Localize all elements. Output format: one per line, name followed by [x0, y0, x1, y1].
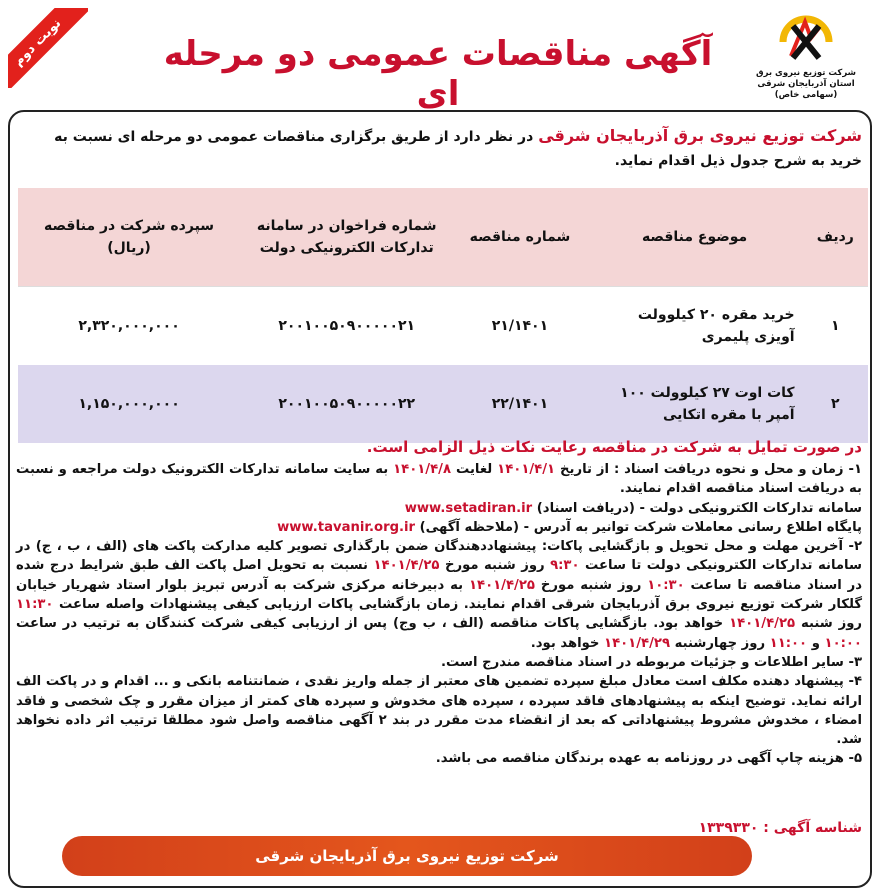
corner-badge: نوبت دوم — [8, 8, 88, 88]
date-value: ۱۴۰۱/۴/۲۹ — [604, 635, 670, 651]
text: ۲- آخرین مهلت و محل تحویل و بازگشایی پاکات: پیشنهاددهندگان ضمن بارگذاری تصویر کلیه مدارکت پاکت های (الف ، ب ، ج) در سامانه تدارکات الکترونیکی دولت تا ساعت — [16, 539, 862, 574]
table-header-row — [18, 188, 868, 287]
logo-company-name: شرکت توزیع نیروی برق استان آذربایجان شرقی — [756, 68, 856, 89]
setad-label: سامانه تدارکات الکترونیکی دولت - (دریافت اسناد) — [536, 500, 862, 516]
time-value: ۱۱:۰۰ — [769, 635, 808, 651]
logo-company-type: (سهامی خاص) — [774, 90, 838, 100]
condition-item-3: ۳- سایر اطلاعات و جزئیات مربوطه در اسناد مناقصه مندرج است. — [441, 654, 862, 670]
cell-call-number: ۲۰۰۱۰۰۵۰۹۰۰۰۰۰۲۱ — [240, 287, 453, 366]
conditions-body — [16, 460, 862, 769]
date-value: ۱۴۰۱/۴/۲۵ — [468, 577, 535, 593]
time-value: ۹:۳۰ — [550, 558, 580, 574]
text: روز شنبه — [795, 616, 862, 632]
ad-id — [699, 820, 862, 836]
date-value: ۱۴۰۱/۴/۲۵ — [373, 558, 440, 574]
header-deposit: سپرده شرکت در مناقصه (ریال) — [18, 188, 240, 287]
cell-deposit: ۱,۱۵۰,۰۰۰,۰۰۰ — [18, 365, 240, 443]
text: به سایت سامانه تدارکات الکترونیک دولت مراجعه و نسبت به دریافت اسناد مناقصه اقدام نمایند. — [16, 462, 862, 497]
conditions-title: در صورت تمایل به شرکت در مناقصه رعایت نکات ذیل الزامی است. — [366, 438, 862, 456]
cell-subject: کات اوت ۲۷ کیلوولت ۱۰۰ آمپر با مقره اتکایی — [587, 365, 803, 443]
text: روز شنبه مورخ — [534, 577, 648, 593]
tavanir-link[interactable]: www.tavanir.org.ir — [277, 519, 416, 535]
text: و — [807, 635, 825, 651]
time-value: ۱۰:۳۰ — [647, 577, 685, 593]
setad-link[interactable]: www.setadiran.ir — [404, 500, 533, 516]
cell-subject: خرید مقره ۲۰ کیلوولت آویزی پلیمری — [587, 287, 803, 366]
cell-tender-number: ۲۱/۱۴۰۱ — [453, 287, 586, 366]
tavanir-label: پایگاه اطلاع رسانی معاملات شرکت توانیر به آدرس - (ملاحظه آگهی) — [419, 519, 862, 535]
date-value: ۱۴۰۱/۴/۸ — [393, 462, 452, 477]
date-value: ۱۴۰۱/۴/۱ — [497, 462, 556, 477]
text: ۱- زمان و محل و نحوه دریافت اسناد : از تاریخ — [555, 462, 862, 477]
date-value: ۱۴۰۱/۴/۲۵ — [729, 616, 796, 632]
header-call-number: شماره فراخوان در سامانه تدارکات الکترونیکی دولت — [240, 188, 453, 287]
tavanir-line — [16, 518, 862, 537]
text: نسبت به تحویل اصل پاکت الف طبق شرایط درج شده در اسناد مناقصه تا ساعت — [16, 558, 862, 593]
page-title: آگهی مناقصات عمومی دو مرحله ای — [163, 34, 713, 114]
text: روز شنبه مورخ — [439, 558, 551, 574]
corner-badge-area — [8, 8, 88, 88]
header-row-number: ردیف — [803, 188, 868, 287]
header-tender-number: شماره مناقصه — [453, 188, 586, 287]
condition-item-5: ۵- هزینه چاپ آگهی در روزنامه به عهده برندگان مناقصه می باشد. — [435, 751, 862, 767]
table-row — [18, 287, 868, 366]
text: خواهد بود. — [530, 635, 605, 651]
cell-tender-number: ۲۲/۱۴۰۱ — [453, 365, 586, 443]
ad-id-label: شناسه آگهی : — [758, 820, 862, 836]
company-logo — [746, 12, 866, 101]
ad-id-value: ۱۳۳۹۳۳۰ — [698, 820, 759, 836]
text: لغایت — [451, 462, 498, 477]
condition-item-4: ۴- پیشنهاد دهنده مکلف است معادل مبلغ سپرده تضمین های معتبر از جمله واریز نقدی ، ضمانتنامه بانکی و ... اقدام و در پاکت الف ارائه نماید. توضیح اینکه به پیشنهادهای فاقد سپرده ، سپرده های مخدوش و سپرده های کمتر از میزان مقرر و چک شخصی و فاقد امضاء ، مخدوش مشروط پیشنهاداتی که بعد از انقضاء مدت مقرر در بند ۲ آگهی مناقصه واصل شود مطلقا ترتیب اثر داده نخواهد شد. — [16, 674, 862, 748]
header-subject: موضوع مناقصه — [587, 188, 803, 287]
cell-row-number: ۲ — [803, 365, 868, 443]
intro-paragraph — [22, 124, 862, 173]
time-value: ۱۱:۳۰ — [16, 597, 54, 613]
footer-bar: شرکت توزیع نیروی برق آذربایجان شرقی — [62, 836, 752, 876]
condition-item-1 — [16, 460, 862, 499]
cell-row-number: ۱ — [803, 287, 868, 366]
text: به دبیرخانه مرکزی شرکت به آدرس تبریز بلوار استاد شهریار خیابان گلکار شرکت توزیع نیروی برق آذربایجان شرقی اقدام نمایند. زمان بازگشایی پاکات ارزیابی کیفی پیشنهادات واصله ساعت — [16, 577, 862, 613]
cell-deposit: ۲,۳۲۰,۰۰۰,۰۰۰ — [18, 287, 240, 366]
intro-company: شرکت توزیع نیروی برق آذربایجان شرقی — [538, 126, 862, 145]
logo-icon — [771, 12, 841, 68]
header — [8, 8, 876, 114]
time-value: ۱۰:۰۰ — [824, 635, 862, 651]
intro-text: در نظر دارد از طریق برگزاری مناقصات عمومی دو مرحله ای نسبت به خرید به شرح جدول ذیل اقدام نماید. — [54, 129, 862, 169]
text: روز چهارشنبه — [670, 635, 770, 651]
cell-call-number: ۲۰۰۱۰۰۵۰۹۰۰۰۰۰۲۲ — [240, 365, 453, 443]
tender-table — [18, 188, 868, 443]
table-row — [18, 365, 868, 443]
text: خواهد بود. بازگشایی پاکات مناقصه (الف ، ب وج) پس از ارزیابی کیفی شرکت کنندگان به ترتیب در ساعت — [16, 616, 730, 632]
setad-line — [16, 499, 862, 518]
condition-item-2 — [16, 537, 862, 653]
